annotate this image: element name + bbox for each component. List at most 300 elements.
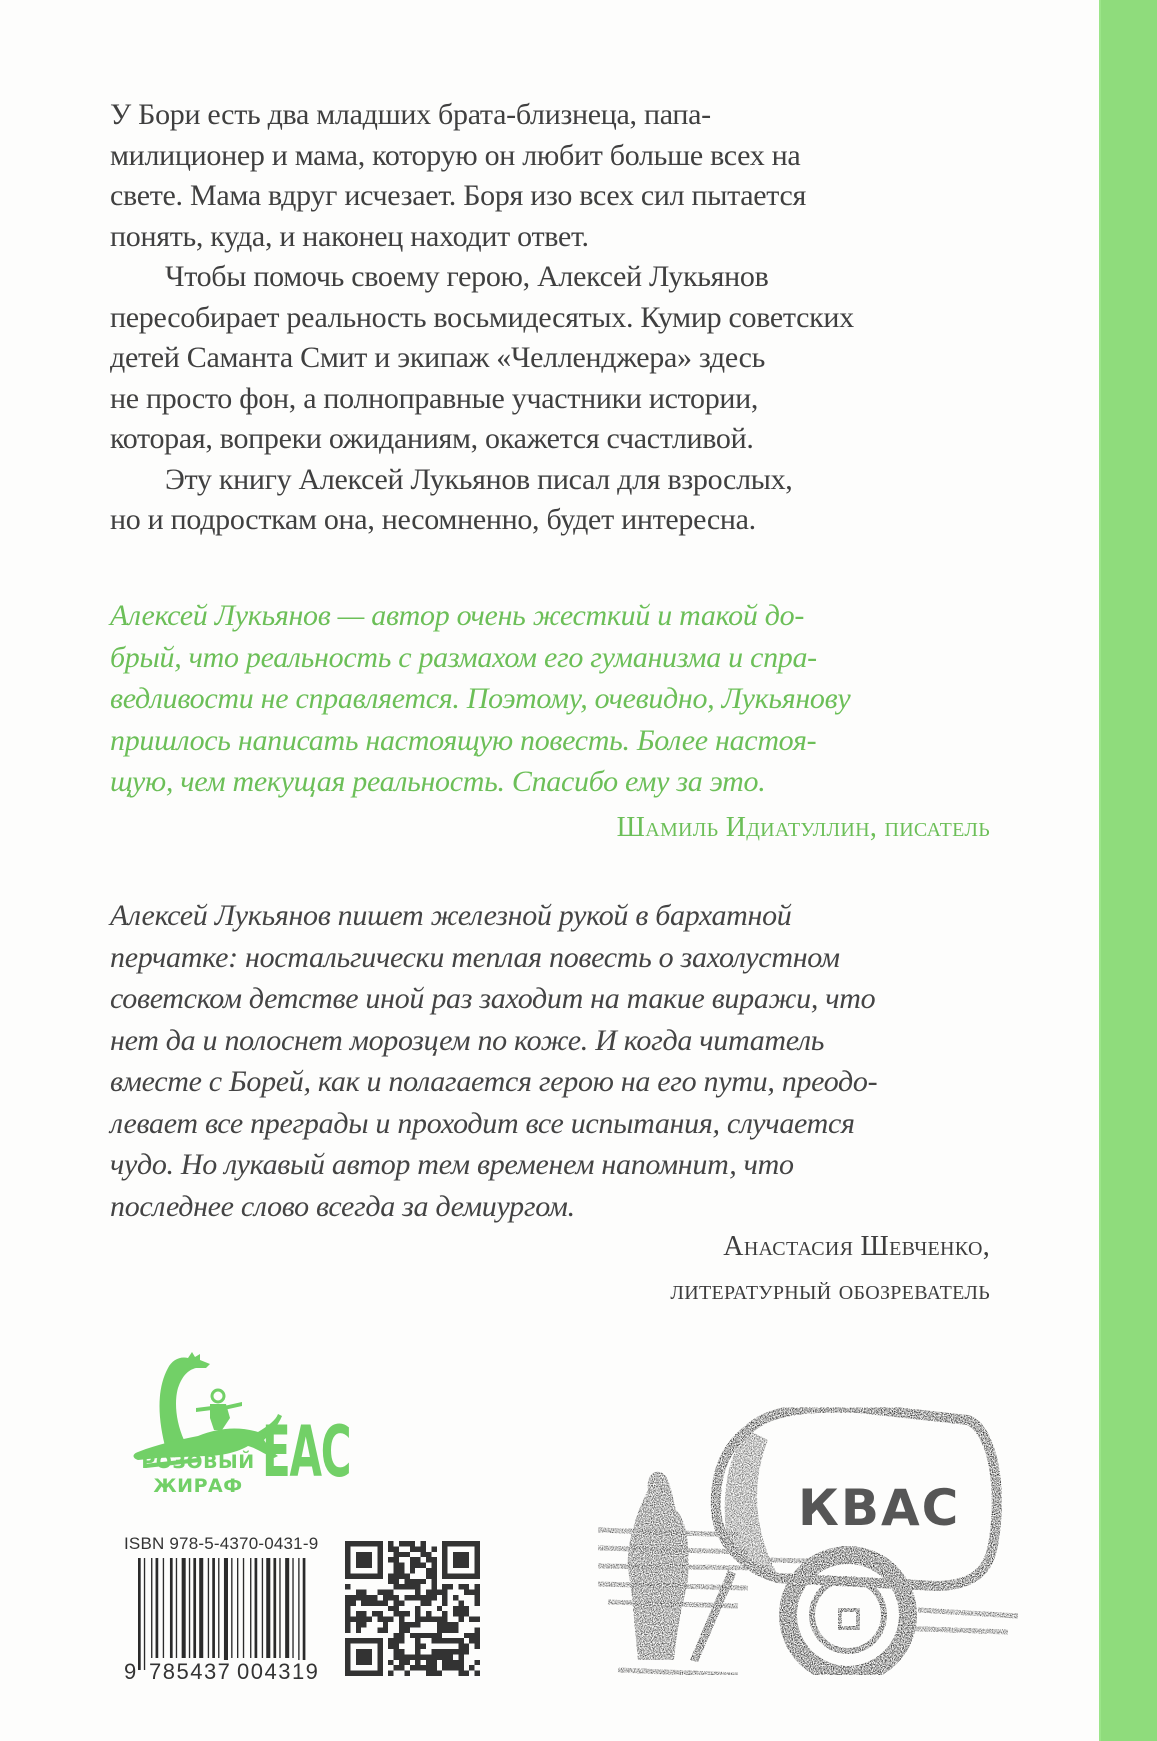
- review-line: советском детстве иной раз заходит на такие виражи, что: [110, 982, 876, 1015]
- qr-module: [410, 1568, 415, 1573]
- qr-module: [372, 1600, 377, 1605]
- qr-module: [394, 1654, 399, 1659]
- review-line: пришлось написать настоящую повесть. Более настоя-: [110, 723, 817, 757]
- qr-module: [426, 1611, 431, 1616]
- qr-module: [345, 1600, 350, 1605]
- qr-module: [399, 1568, 404, 1573]
- blurb-line: понять, куда, и наконец находит ответ.: [110, 219, 589, 253]
- qr-module: [388, 1644, 393, 1649]
- qr-module: [399, 1617, 404, 1622]
- qr-module: [410, 1557, 415, 1562]
- qr-module: [394, 1579, 399, 1584]
- qr-module: [415, 1665, 420, 1670]
- qr-module: [410, 1563, 415, 1568]
- review-line: Алексей Лукьянов — автор очень жесткий и такой до-: [110, 599, 805, 632]
- qr-module: [464, 1633, 469, 1638]
- barcode-bar: [224, 1558, 228, 1670]
- review-line: Алексей Лукьянов пишет железной рукой в бархатной: [110, 899, 792, 932]
- barcode-bar: [156, 1558, 159, 1658]
- qr-module: [394, 1595, 399, 1600]
- qr-module: [464, 1606, 469, 1611]
- qr-module: [464, 1590, 469, 1595]
- spine-edge-strip: [1099, 0, 1157, 1741]
- barcode-bar: [151, 1558, 152, 1658]
- qr-module: [399, 1552, 404, 1557]
- qr-module: [361, 1595, 366, 1600]
- qr-module: [431, 1590, 436, 1595]
- qr-module: [388, 1573, 393, 1578]
- qr-module: [448, 1638, 453, 1643]
- blurb-line: пересобирает реальность восьмидесятых. Кумир советских: [110, 300, 854, 334]
- qr-module: [442, 1595, 447, 1600]
- qr-module: [421, 1633, 426, 1638]
- qr-module: [464, 1644, 469, 1649]
- qr-module: [437, 1654, 442, 1659]
- qr-module: [383, 1595, 388, 1600]
- qr-module: [410, 1595, 415, 1600]
- qr-module: [415, 1557, 420, 1562]
- qr-module: [394, 1552, 399, 1557]
- qr-module: [426, 1552, 431, 1557]
- qr-module: [394, 1546, 399, 1551]
- qr-module: [431, 1579, 436, 1584]
- qr-module: [458, 1611, 463, 1616]
- qr-module: [415, 1617, 420, 1622]
- qr-module: [399, 1563, 404, 1568]
- review-line: вместе с Борей, как и полагается герою на его пути, преодо-: [110, 1065, 878, 1098]
- qr-module: [394, 1606, 399, 1611]
- qr-module: [399, 1660, 404, 1665]
- qr-module: [453, 1595, 458, 1600]
- barcode-bar: [298, 1558, 299, 1670]
- qr-module: [399, 1638, 404, 1643]
- qr-module: [426, 1573, 431, 1578]
- qr-module: [469, 1638, 474, 1643]
- qr-module: [383, 1600, 388, 1605]
- barcode-bar: [303, 1558, 306, 1670]
- qr-module: [442, 1627, 447, 1632]
- barcode-bar: [292, 1558, 293, 1658]
- qr-module: [458, 1671, 463, 1676]
- qr-module: [437, 1590, 442, 1595]
- qr-module: [394, 1633, 399, 1638]
- qr-module: [431, 1617, 436, 1622]
- qr-module: [421, 1546, 426, 1551]
- barcode-bar: [250, 1558, 251, 1658]
- review-line: нет да и полоснет морозцем по коже. И когда читатель: [110, 1023, 825, 1057]
- qr-module: [394, 1649, 399, 1654]
- review-1-attribution: Шамиль Идиатуллин, писатель: [616, 812, 990, 843]
- qr-module: [356, 1595, 361, 1600]
- qr-module: [442, 1600, 447, 1605]
- barcode-bar: [208, 1558, 209, 1658]
- qr-module: [394, 1584, 399, 1589]
- qr-module: [345, 1611, 350, 1616]
- qr-module: [475, 1627, 480, 1632]
- qr-module: [458, 1665, 463, 1670]
- qr-module: [431, 1568, 436, 1573]
- qr-module: [394, 1665, 399, 1670]
- qr-module: [453, 1665, 458, 1670]
- qr-module: [404, 1541, 409, 1546]
- qr-module: [410, 1546, 415, 1551]
- qr-module: [421, 1665, 426, 1670]
- publisher-name-line2: ЖИРАФ: [153, 1475, 243, 1497]
- qr-module: [345, 1606, 350, 1611]
- qr-module: [377, 1590, 382, 1595]
- qr-module: [464, 1649, 469, 1654]
- qr-module: [383, 1627, 388, 1632]
- qr-module: [388, 1546, 393, 1551]
- qr-module: [377, 1617, 382, 1622]
- qr-module: [458, 1606, 463, 1611]
- qr-module: [388, 1595, 393, 1600]
- blurb-line: но и подросткам она, несомненно, будет интересна.: [110, 503, 756, 536]
- qr-module: [475, 1660, 480, 1665]
- qr-module: [442, 1622, 447, 1627]
- qr-module: [469, 1633, 474, 1638]
- qr-finder-pattern: [453, 1552, 469, 1568]
- blurb-line: милиционер и мама, которую он любит больше всех на: [110, 138, 801, 172]
- blurb-line: Эту книгу Алексей Лукьянов писал для взрослых,: [165, 462, 793, 496]
- qr-module: [377, 1600, 382, 1605]
- qr-module: [421, 1595, 426, 1600]
- barcode-bar: [176, 1558, 177, 1658]
- qr-module: [475, 1638, 480, 1643]
- review-line: щую, чем текущая реальность. Спасибо ему за это.: [110, 765, 766, 798]
- qr-module: [388, 1617, 393, 1622]
- qr-module: [415, 1638, 420, 1643]
- qr-module: [404, 1579, 409, 1584]
- qr-module: [464, 1671, 469, 1676]
- qr-module: [367, 1600, 372, 1605]
- qr-module: [453, 1606, 458, 1611]
- ean-left-digits: 785437: [149, 1659, 232, 1684]
- barcode-bar: [266, 1558, 270, 1658]
- qr-module: [415, 1563, 420, 1568]
- blurb-line: свете. Мама вдруг исчезает. Боря изо всех сил пытается: [110, 179, 806, 212]
- qr-module: [388, 1638, 393, 1643]
- qr-module: [415, 1546, 420, 1551]
- review-line: чудо. Но лукавый автор тем временем напомнит, что: [110, 1148, 794, 1181]
- qr-module: [431, 1665, 436, 1670]
- qr-module: [458, 1644, 463, 1649]
- review-line: последнее слово всегда за демиургом.: [110, 1189, 575, 1223]
- qr-module: [426, 1590, 431, 1595]
- qr-module: [415, 1590, 420, 1595]
- qr-module: [442, 1611, 447, 1616]
- qr-module: [437, 1622, 442, 1627]
- qr-module: [399, 1649, 404, 1654]
- qr-module: [453, 1627, 458, 1632]
- qr-module: [475, 1590, 480, 1595]
- barcode-bar: [199, 1558, 203, 1658]
- qr-module: [399, 1573, 404, 1578]
- review-2-author: Анастасия Шевченко,: [723, 1231, 990, 1262]
- qr-module: [372, 1595, 377, 1600]
- qr-module: [475, 1617, 480, 1622]
- qr-module: [437, 1617, 442, 1622]
- qr-module: [367, 1595, 372, 1600]
- qr-module: [388, 1660, 393, 1665]
- barcode-bar: [255, 1558, 258, 1658]
- qr-module: [426, 1557, 431, 1562]
- qr-module: [394, 1573, 399, 1578]
- qr-module: [410, 1654, 415, 1659]
- qr-module: [458, 1660, 463, 1665]
- qr-module: [377, 1611, 382, 1616]
- qr-module: [475, 1600, 480, 1605]
- qr-module: [453, 1660, 458, 1665]
- qr-module: [415, 1644, 420, 1649]
- qr-module: [399, 1665, 404, 1670]
- qr-module: [404, 1622, 409, 1627]
- qr-module: [475, 1671, 480, 1676]
- qr-module: [458, 1600, 463, 1605]
- qr-module: [453, 1638, 458, 1643]
- qr-module: [426, 1595, 431, 1600]
- qr-module: [421, 1541, 426, 1546]
- qr-module: [431, 1671, 436, 1676]
- qr-module: [448, 1665, 453, 1670]
- qr-module: [458, 1649, 463, 1654]
- qr-module: [399, 1622, 404, 1627]
- qr-module: [442, 1660, 447, 1665]
- kvass-barrel-illustration: [598, 1370, 1028, 1700]
- barcode-bar: [243, 1558, 244, 1658]
- qr-module: [464, 1584, 469, 1589]
- ean-right-digits: 004319: [237, 1659, 320, 1684]
- qr-module: [404, 1627, 409, 1632]
- qr-module: [410, 1579, 415, 1584]
- qr-module: [448, 1660, 453, 1665]
- qr-module: [469, 1665, 474, 1670]
- review-line: ведливости не справляется. Поэтому, очевидно, Лукьянову: [110, 682, 851, 715]
- qr-module: [426, 1654, 431, 1659]
- qr-module: [453, 1649, 458, 1654]
- qr-module: [415, 1649, 420, 1654]
- barcode-bar: [170, 1558, 173, 1658]
- qr-module: [431, 1595, 436, 1600]
- qr-module: [404, 1611, 409, 1616]
- qr-module: [345, 1595, 350, 1600]
- qr-module: [442, 1654, 447, 1659]
- barcode-bar: [273, 1558, 276, 1658]
- review-quote-1: [110, 595, 1010, 803]
- barcode-bar: [138, 1558, 141, 1670]
- qr-module: [404, 1552, 409, 1557]
- barcode-bar: [262, 1558, 263, 1658]
- qr-module: [361, 1622, 366, 1627]
- qr-module: [453, 1611, 458, 1616]
- qr-finder-pattern: [356, 1552, 372, 1568]
- qr-module: [388, 1541, 393, 1546]
- qr-module: [431, 1649, 436, 1654]
- qr-module: [431, 1563, 436, 1568]
- qr-module: [399, 1627, 404, 1632]
- qr-module: [404, 1660, 409, 1665]
- blurb-line: У Бори есть два младших брата-близнеца, папа-: [110, 98, 711, 131]
- qr-module: [394, 1638, 399, 1643]
- qr-module: [410, 1633, 415, 1638]
- qr-module: [394, 1557, 399, 1562]
- qr-module: [404, 1584, 409, 1589]
- qr-module: [437, 1638, 442, 1643]
- qr-module: [426, 1671, 431, 1676]
- qr-module: [437, 1606, 442, 1611]
- qr-module: [356, 1617, 361, 1622]
- qr-module: [404, 1573, 409, 1578]
- qr-module: [431, 1633, 436, 1638]
- qr-module: [475, 1584, 480, 1589]
- qr-module: [415, 1584, 420, 1589]
- qr-module: [469, 1590, 474, 1595]
- barrel-label: КВАС: [798, 1479, 961, 1537]
- blurb-line: которая, вопреки ожиданиям, окажется счастливой.: [110, 422, 754, 455]
- qr-module: [421, 1600, 426, 1605]
- qr-module: [421, 1617, 426, 1622]
- qr-module: [437, 1627, 442, 1632]
- qr-module: [356, 1611, 361, 1616]
- qr-module: [442, 1584, 447, 1589]
- qr-module: [399, 1584, 404, 1589]
- qr-module: [388, 1590, 393, 1595]
- qr-module: [421, 1654, 426, 1659]
- qr-module: [442, 1649, 447, 1654]
- qr-module: [421, 1552, 426, 1557]
- qr-module: [421, 1563, 426, 1568]
- qr-module: [448, 1627, 453, 1632]
- qr-code[interactable]: [345, 1541, 480, 1676]
- barcode-bar: [193, 1558, 196, 1658]
- qr-module: [399, 1633, 404, 1638]
- qr-module: [410, 1584, 415, 1589]
- qr-module: [361, 1611, 366, 1616]
- qr-module: [426, 1665, 431, 1670]
- qr-module: [388, 1579, 393, 1584]
- qr-module: [448, 1654, 453, 1659]
- qr-module: [399, 1654, 404, 1659]
- qr-module: [394, 1611, 399, 1616]
- review-line: перчатке: ностальгически теплая повесть о захолустном: [110, 940, 840, 974]
- blurb-line: детей Саманта Смит и экипаж «Челленджера» здесь: [110, 341, 766, 374]
- qr-module: [345, 1622, 350, 1627]
- qr-module: [356, 1627, 361, 1632]
- qr-module: [345, 1584, 350, 1589]
- barcode-bar: [231, 1558, 232, 1658]
- isbn-label: ISBN 978-5-4370-0431-9: [124, 1534, 319, 1553]
- qr-module: [372, 1611, 377, 1616]
- qr-module: [437, 1671, 442, 1676]
- barcode-bar: [144, 1558, 145, 1670]
- qr-module: [410, 1622, 415, 1627]
- qr-module: [464, 1611, 469, 1616]
- publisher-name-line1: РОЗОВЫЙ: [141, 1451, 255, 1473]
- qr-module: [458, 1654, 463, 1659]
- qr-module: [350, 1600, 355, 1605]
- qr-module: [431, 1660, 436, 1665]
- qr-module: [394, 1568, 399, 1573]
- qr-module: [442, 1638, 447, 1643]
- qr-module: [458, 1617, 463, 1622]
- qr-module: [475, 1595, 480, 1600]
- qr-module: [415, 1633, 420, 1638]
- blurb-line: не просто фон, а полноправные участники истории,: [110, 381, 759, 415]
- qr-module: [388, 1671, 393, 1676]
- qr-module: [350, 1617, 355, 1622]
- qr-module: [404, 1654, 409, 1659]
- qr-module: [448, 1622, 453, 1627]
- qr-module: [361, 1600, 366, 1605]
- barcode-bar: [212, 1558, 215, 1658]
- qr-module: [388, 1606, 393, 1611]
- barcode-bar: [163, 1558, 164, 1658]
- qr-module: [415, 1611, 420, 1616]
- qr-module: [415, 1579, 420, 1584]
- qr-module: [426, 1660, 431, 1665]
- qr-module: [415, 1606, 420, 1611]
- qr-module: [448, 1584, 453, 1589]
- qr-module: [356, 1590, 361, 1595]
- qr-module: [404, 1595, 409, 1600]
- qr-module: [453, 1622, 458, 1627]
- qr-module: [361, 1617, 366, 1622]
- qr-module: [421, 1644, 426, 1649]
- qr-module: [431, 1638, 436, 1643]
- qr-module: [431, 1546, 436, 1551]
- qr-module: [448, 1649, 453, 1654]
- review-2-author-role: литературный обозреватель: [670, 1275, 990, 1306]
- qr-module: [437, 1649, 442, 1654]
- qr-module: [415, 1654, 420, 1659]
- qr-module: [421, 1579, 426, 1584]
- qr-module: [410, 1541, 415, 1546]
- barcode-bar: [182, 1558, 186, 1658]
- barcode-bar: [237, 1558, 238, 1658]
- qr-module: [399, 1600, 404, 1605]
- qr-module: [367, 1617, 372, 1622]
- qr-module: [361, 1590, 366, 1595]
- blurb-line: Чтобы помочь своему герою, Алексей Лукьянов: [165, 260, 769, 293]
- qr-module: [437, 1633, 442, 1638]
- qr-module: [383, 1617, 388, 1622]
- qr-module: [426, 1568, 431, 1573]
- qr-module: [399, 1611, 404, 1616]
- barcode-bar: [279, 1558, 280, 1658]
- barcode-bar: [189, 1558, 190, 1658]
- qr-module: [383, 1622, 388, 1627]
- qr-module: [469, 1617, 474, 1622]
- review-quote-2: [110, 895, 1010, 1227]
- qr-module: [426, 1617, 431, 1622]
- qr-module: [356, 1622, 361, 1627]
- qr-module: [350, 1595, 355, 1600]
- qr-module: [458, 1584, 463, 1589]
- qr-finder-pattern: [356, 1649, 372, 1665]
- qr-module: [388, 1557, 393, 1562]
- review-line: левает все преграды и проходит все испытания, случается: [110, 1106, 855, 1140]
- review-line: брый, что реальность с размахом его гуманизма и спра-: [110, 640, 817, 674]
- qr-module: [426, 1600, 431, 1605]
- qr-module: [426, 1633, 431, 1638]
- qr-module: [345, 1617, 350, 1622]
- qr-module: [475, 1633, 480, 1638]
- qr-module: [377, 1627, 382, 1632]
- ean-first-digit: 9: [124, 1659, 137, 1684]
- qr-module: [404, 1671, 409, 1676]
- qr-module: [442, 1665, 447, 1670]
- qr-module: [431, 1654, 436, 1659]
